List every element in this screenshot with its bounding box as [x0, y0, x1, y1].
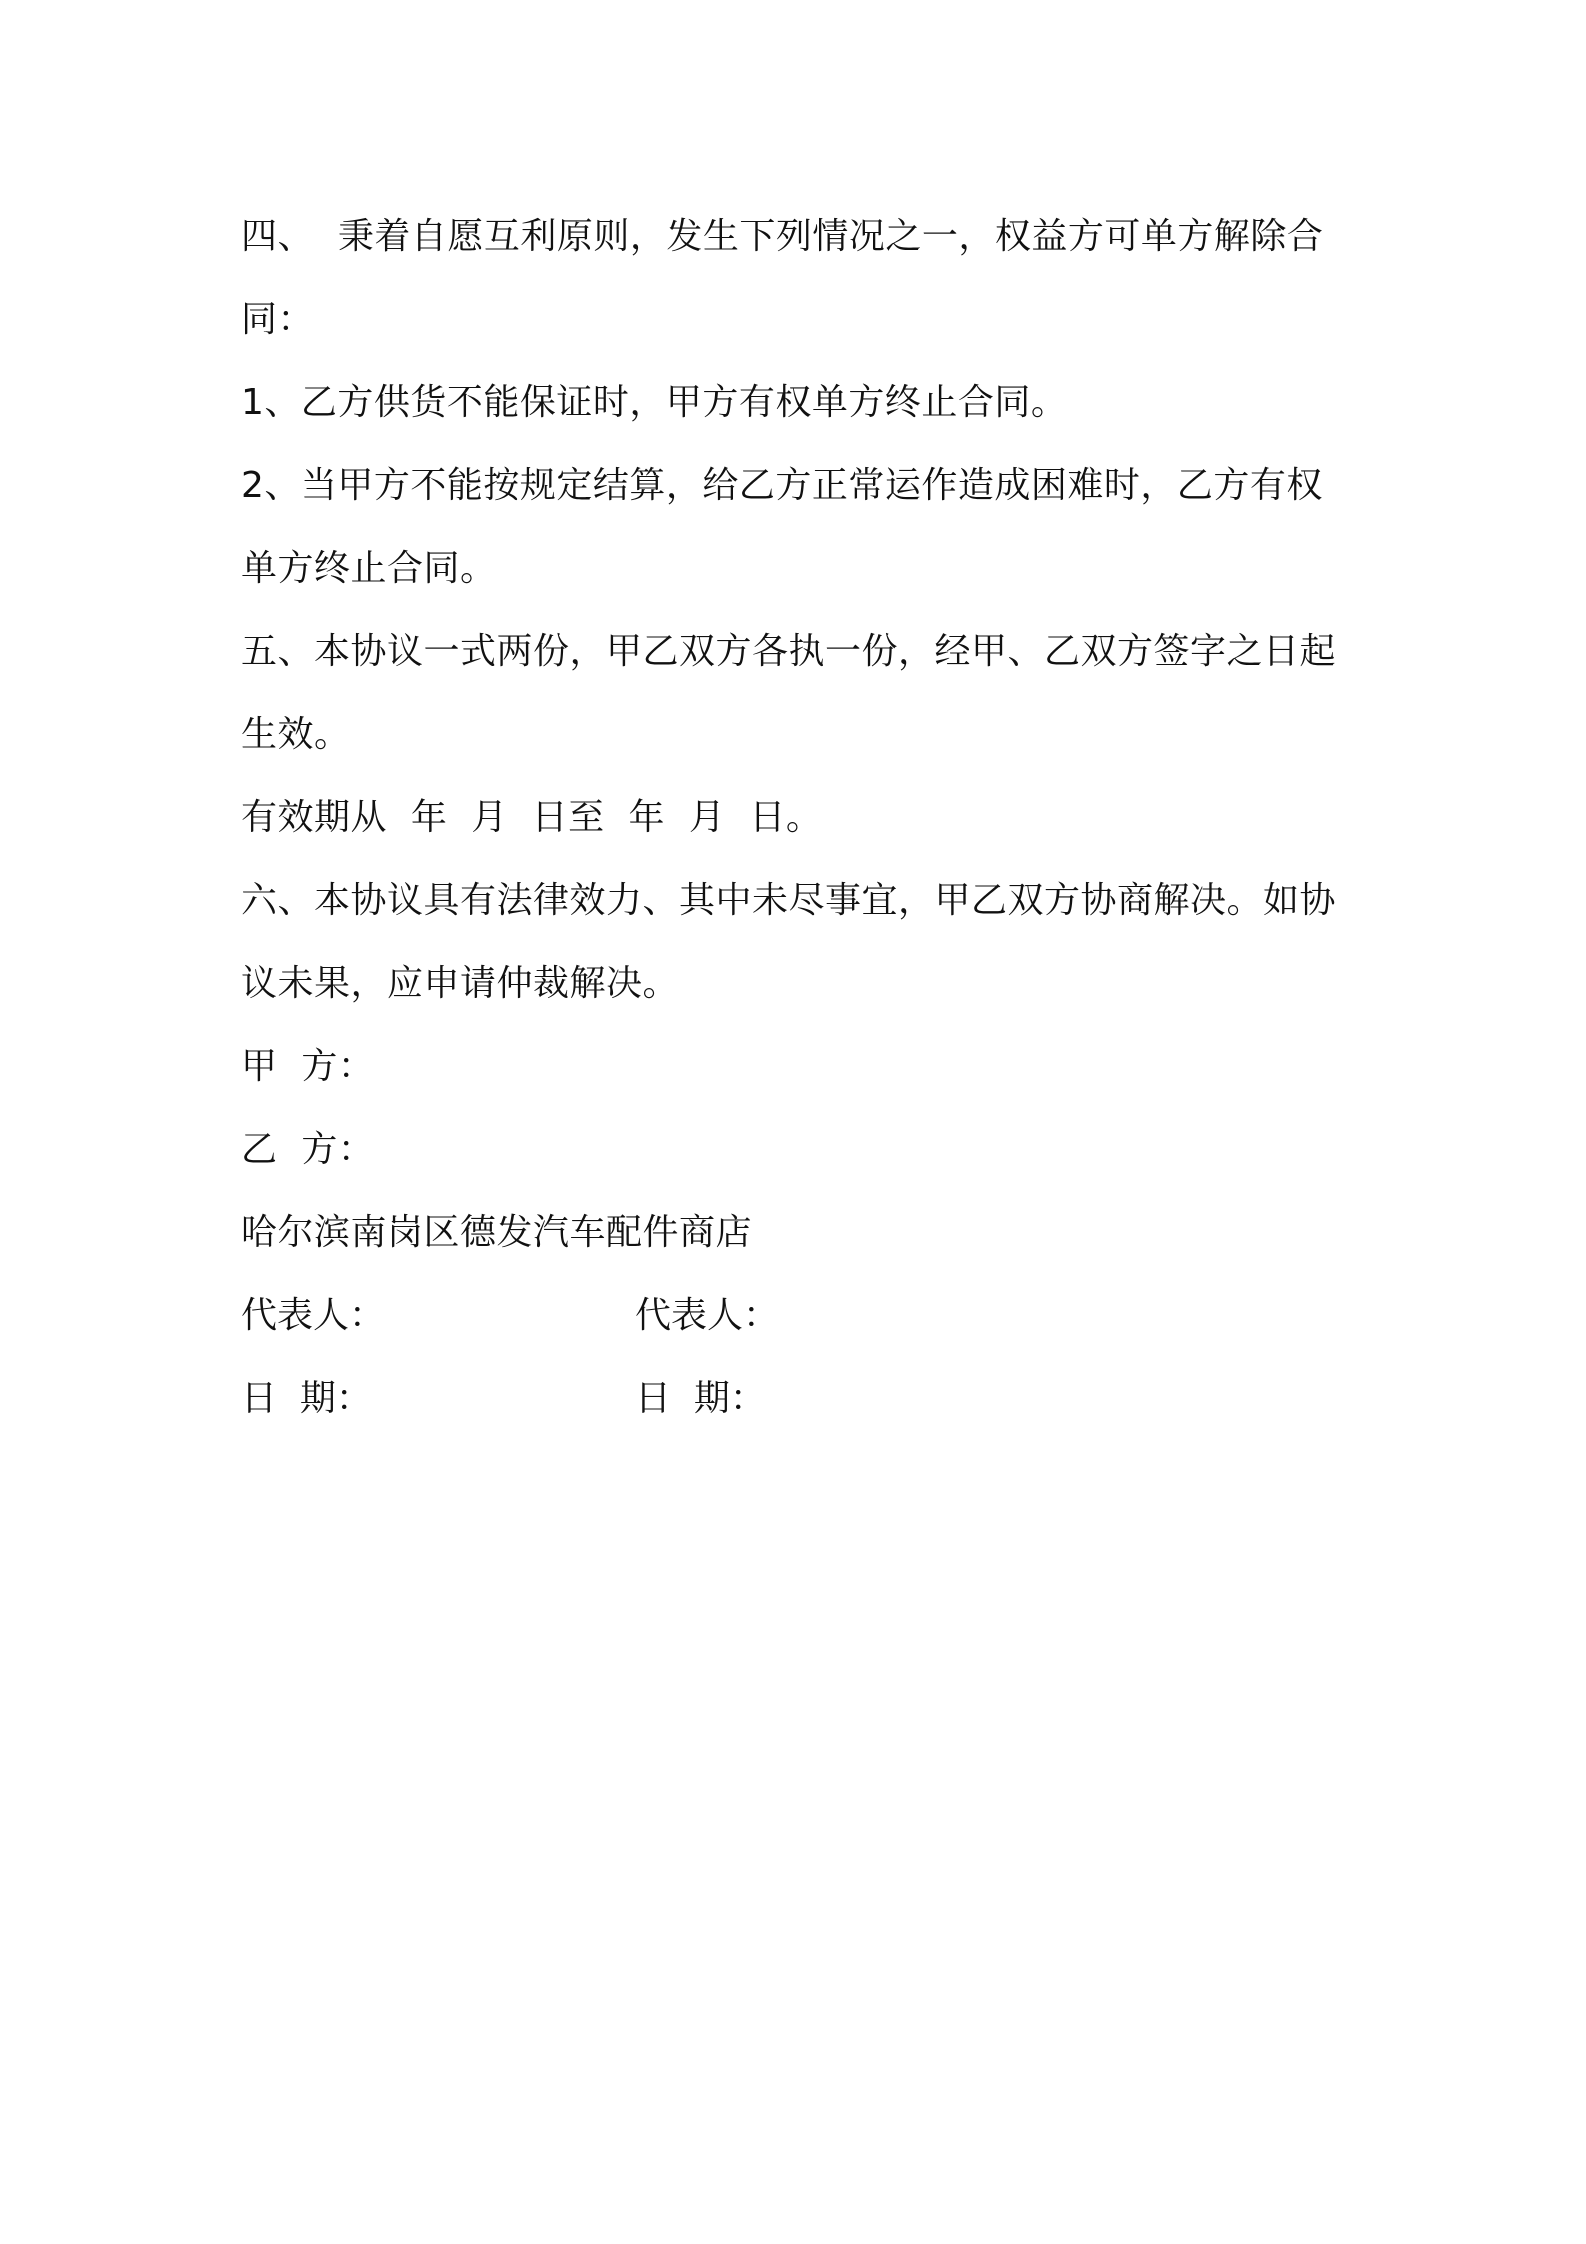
clause-5-line-1: 五、本协议一式两份，甲乙双方各执一份，经甲、乙双方签字之日起 [241, 631, 1337, 672]
validity-period: 有效期从 年 月 日至 年 月 日。 [241, 797, 823, 838]
date-row [241, 1357, 1356, 1440]
clause-6-line-2: 议未果，应申请仲裁解决。 [241, 963, 680, 1004]
date-label-right: 日 期： [635, 1378, 766, 1419]
party-a-label: 甲 方： [241, 1046, 375, 1087]
clause-5-line-2: 生效。 [241, 714, 351, 755]
clause-4-heading-line-1: 四、 秉着自愿互利原则，发生下列情况之一，权益方可单方解除合 [241, 216, 1324, 257]
clause-4-item-2-line-2: 单方终止合同。 [241, 548, 497, 589]
company-name: 哈尔滨南岗区德发汽车配件商店 [241, 1212, 753, 1253]
clause-4-item-1: 1、乙方供货不能保证时，甲方有权单方终止合同。 [241, 382, 1068, 423]
date-label-left: 日 期： [241, 1378, 372, 1419]
document-body [241, 195, 1356, 1440]
clause-4-heading-line-2: 同： [241, 299, 315, 340]
party-b-label: 乙 方： [241, 1129, 375, 1170]
representative-label-left: 代表人： [241, 1295, 386, 1336]
representative-row [241, 1274, 1356, 1357]
clause-6-line-1: 六、本协议具有法律效力、其中未尽事宜，甲乙双方协商解决。如协 [241, 880, 1337, 921]
clause-4-item-2-line-1: 2、当甲方不能按规定结算，给乙方正常运作造成困难时，乙方有权 [241, 465, 1323, 506]
representative-label-right: 代表人： [635, 1295, 780, 1336]
